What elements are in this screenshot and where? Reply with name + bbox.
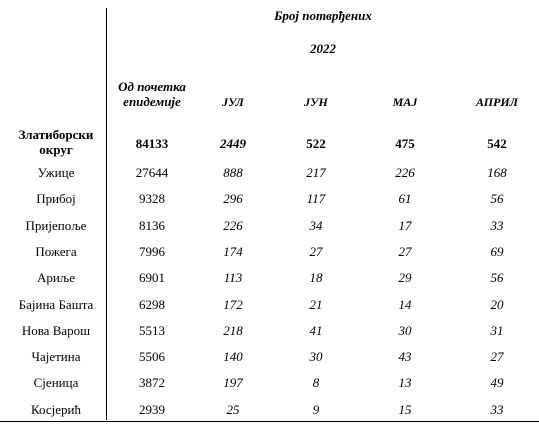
row-jun: 9 (312, 402, 320, 417)
row-since: 6901 (139, 270, 165, 285)
row-since: 9328 (139, 191, 165, 206)
district-since: 84133 (135, 136, 169, 151)
header-confirmed-cases: Број потврђених (274, 8, 372, 23)
row-jul: 197 (223, 375, 243, 390)
row-jul: 174 (223, 244, 243, 259)
row-may: 15 (398, 402, 412, 417)
row-since: 5513 (139, 323, 165, 338)
row-since: 5506 (139, 349, 165, 364)
column-divider (106, 8, 107, 420)
row-may: 17 (398, 218, 412, 233)
bottom-rule (0, 421, 539, 422)
row-jun: 217 (306, 165, 326, 180)
row-may: 30 (398, 323, 412, 338)
municipality-name: Пожега (35, 244, 77, 259)
row-jul: 218 (223, 323, 243, 338)
row-jun: 21 (309, 297, 323, 312)
row-since: 2939 (139, 402, 165, 417)
row-since: 8136 (139, 218, 165, 233)
row-may: 226 (395, 165, 415, 180)
row-apr: 20 (490, 297, 504, 312)
municipality-name: Прибој (36, 191, 76, 206)
row-since: 7996 (139, 244, 165, 259)
row-jul: 296 (223, 191, 243, 206)
municipality-name: Ариље (36, 270, 76, 285)
district-jun: 522 (306, 136, 326, 151)
header-month-apr: АПРИЛ (476, 95, 518, 109)
district-jul: 2449 (220, 136, 246, 151)
header-since-start: Од почетка епидемије (118, 79, 186, 109)
header-year: 2022 (310, 41, 336, 56)
row-jun: 18 (309, 270, 323, 285)
row-jun: 117 (306, 191, 326, 206)
row-since: 27644 (135, 165, 169, 180)
header-month-jul: ЈУЛ (222, 95, 244, 109)
row-jul: 888 (223, 165, 243, 180)
row-apr: 27 (490, 349, 504, 364)
row-jul: 25 (226, 402, 240, 417)
municipality-name: Ужице (37, 165, 75, 180)
row-apr: 69 (490, 244, 504, 259)
municipality-name: Косјерић (31, 402, 81, 417)
district-name: Златиборски округ (18, 127, 94, 157)
row-apr: 56 (490, 191, 504, 206)
row-may: 29 (398, 270, 412, 285)
district-apr: 542 (487, 136, 507, 151)
row-jul: 113 (223, 270, 243, 285)
row-apr: 33 (490, 402, 504, 417)
row-since: 6298 (139, 297, 165, 312)
municipality-name: Пријепоље (25, 218, 87, 233)
row-may: 43 (398, 349, 412, 364)
row-since: 3872 (139, 375, 165, 390)
row-apr: 49 (490, 375, 504, 390)
row-jun: 30 (309, 349, 323, 364)
row-jun: 8 (312, 375, 320, 390)
municipality-name: Чајетина (31, 349, 81, 364)
row-jul: 172 (223, 297, 243, 312)
municipality-name: Сјеница (33, 375, 79, 390)
row-apr: 33 (490, 218, 504, 233)
row-may: 61 (398, 191, 412, 206)
row-jun: 34 (309, 218, 323, 233)
district-may: 475 (395, 136, 415, 151)
row-jul: 140 (223, 349, 243, 364)
row-jun: 27 (309, 244, 323, 259)
municipality-name: Бајина Башта (18, 297, 94, 312)
row-may: 13 (398, 375, 412, 390)
row-jul: 226 (223, 218, 243, 233)
row-apr: 31 (490, 323, 504, 338)
row-apr: 168 (487, 165, 507, 180)
header-month-jun: ЈУН (304, 95, 328, 109)
row-apr: 56 (490, 270, 504, 285)
row-may: 14 (398, 297, 412, 312)
municipality-name: Нова Варош (21, 323, 91, 338)
header-month-may: МАЈ (392, 95, 418, 109)
row-jun: 41 (309, 323, 323, 338)
row-may: 27 (398, 244, 412, 259)
